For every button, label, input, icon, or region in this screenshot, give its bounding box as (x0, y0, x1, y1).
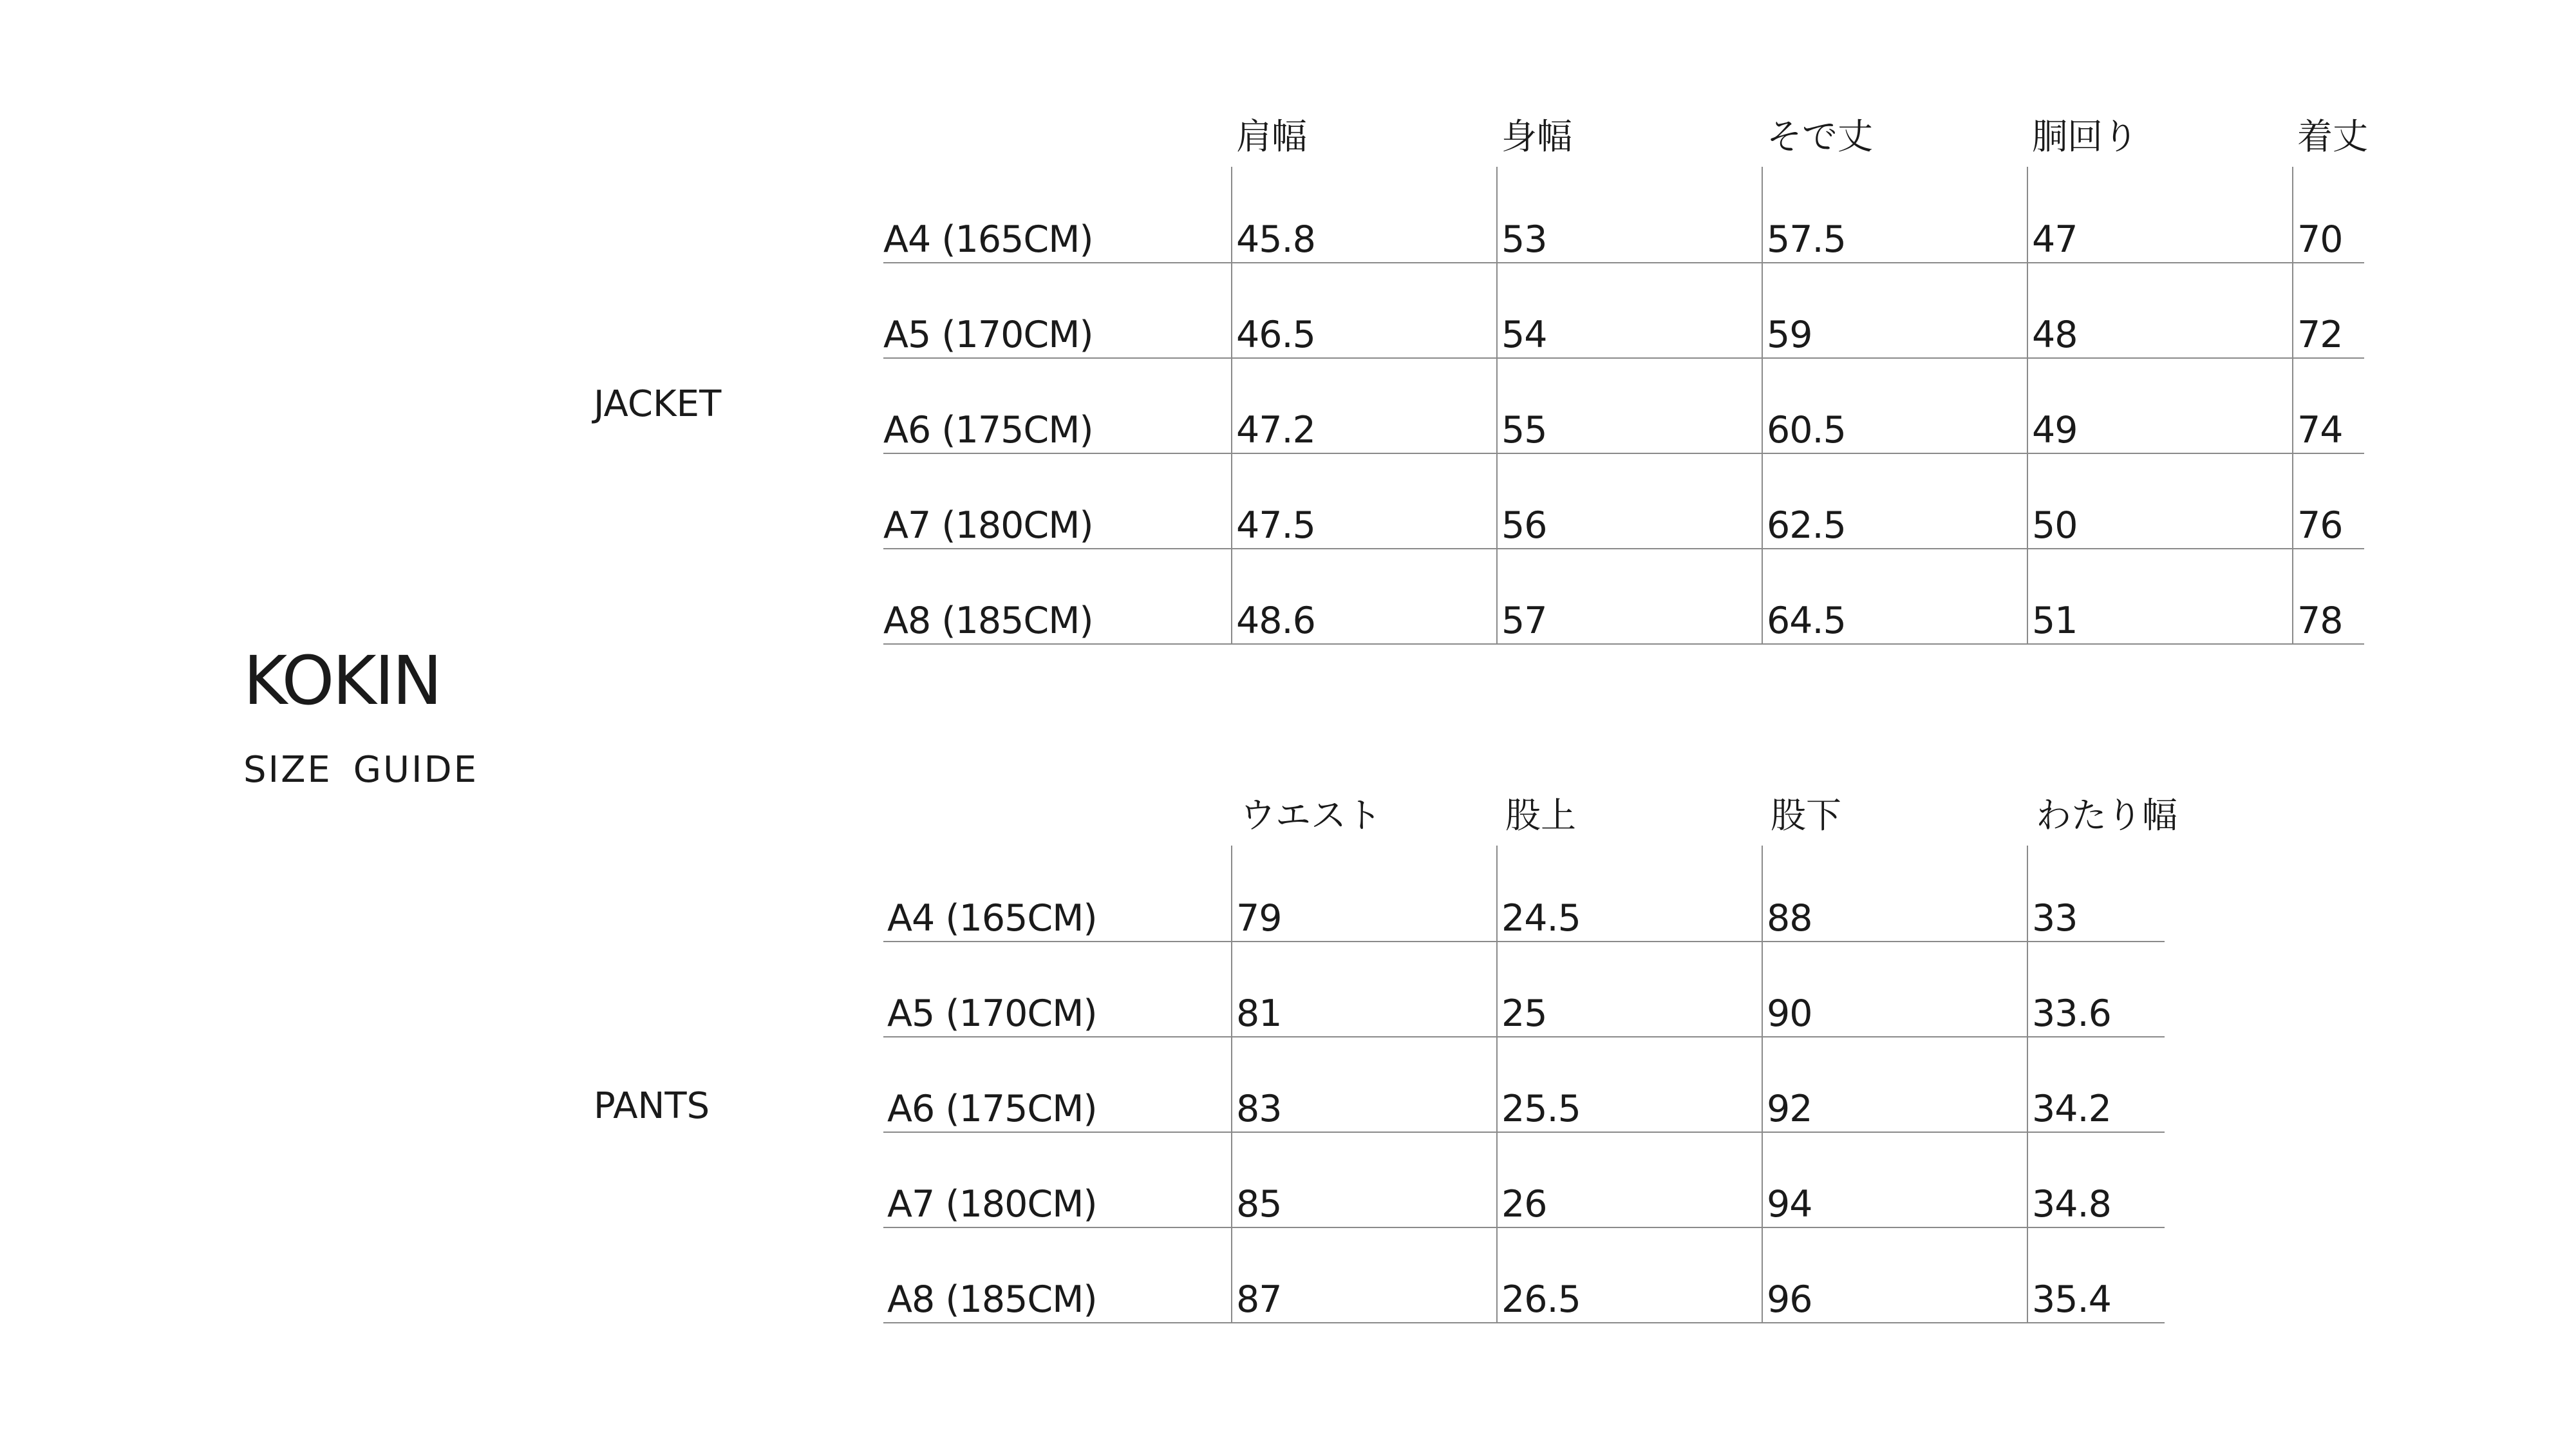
pants-section-label: PANTS (594, 1085, 710, 1127)
table-cell: 70 (2297, 218, 2343, 261)
table-cell: 96 (1767, 1278, 1812, 1321)
table-row (883, 167, 2364, 263)
table-row (883, 1132, 2165, 1228)
table-row (883, 1227, 2165, 1323)
table-cell: 83 (1236, 1088, 1282, 1130)
pants-header-thigh: わたり幅 (2036, 795, 2178, 836)
pants-header-inseam: 股下 (1771, 795, 1842, 836)
table-cell: 33 (2032, 897, 2078, 940)
pants-header-rise: 股上 (1505, 795, 1577, 836)
table-cell: 54 (1501, 314, 1547, 356)
size-label: A5 (170CM) (883, 314, 1093, 356)
size-label: A4 (165CM) (887, 897, 1097, 940)
jacket-section-label: JACKET (594, 383, 722, 425)
table-cell: 76 (2297, 504, 2343, 547)
table-cell: 50 (2032, 504, 2078, 547)
table-cell: 57 (1501, 600, 1547, 642)
table-cell: 47 (2032, 218, 2078, 261)
table-cell: 64.5 (1767, 600, 1846, 642)
size-label: A4 (165CM) (883, 218, 1093, 261)
table-cell: 92 (1767, 1088, 1812, 1130)
table-cell: 78 (2297, 600, 2343, 642)
table-cell: 53 (1501, 218, 1547, 261)
size-label: A6 (175CM) (883, 409, 1093, 451)
table-row (883, 357, 2364, 454)
page-subtitle: SIZE GUIDE (243, 749, 479, 791)
table-row (883, 1036, 2165, 1133)
table-cell: 85 (1236, 1183, 1282, 1226)
table-cell: 87 (1236, 1278, 1282, 1321)
table-cell: 25 (1501, 992, 1547, 1035)
table-row (883, 453, 2364, 549)
size-label: A8 (185CM) (883, 600, 1093, 642)
table-cell: 60.5 (1767, 409, 1846, 451)
table-cell: 26 (1501, 1183, 1547, 1226)
table-cell: 56 (1501, 504, 1547, 547)
pants-size-table (883, 679, 2178, 1323)
table-row (883, 548, 2364, 645)
table-cell: 47.2 (1236, 409, 1315, 451)
table-row (883, 941, 2165, 1037)
table-cell: 90 (1767, 992, 1812, 1035)
size-label: A6 (175CM) (887, 1088, 1097, 1130)
jacket-header-body-width: 身幅 (1501, 116, 1573, 157)
table-row (883, 846, 2165, 942)
size-label: A7 (180CM) (887, 1183, 1097, 1226)
size-label: A8 (185CM) (887, 1278, 1097, 1321)
table-cell: 26.5 (1501, 1278, 1581, 1321)
table-cell: 45.8 (1236, 218, 1315, 261)
jacket-header-shoulder: 肩幅 (1236, 116, 1308, 157)
table-cell: 47.5 (1236, 504, 1315, 547)
table-cell: 81 (1236, 992, 1282, 1035)
table-cell: 49 (2032, 409, 2078, 451)
size-label: A7 (180CM) (883, 504, 1093, 547)
table-cell: 35.4 (2032, 1278, 2111, 1321)
jacket-header-sleeve-length: そで丈 (1767, 116, 1874, 157)
jacket-size-table (883, 0, 2369, 644)
table-cell: 74 (2297, 409, 2343, 451)
table-cell: 57.5 (1767, 218, 1846, 261)
table-cell: 62.5 (1767, 504, 1846, 547)
table-cell: 88 (1767, 897, 1812, 940)
table-cell: 79 (1236, 897, 1282, 940)
jacket-header-length: 着丈 (2297, 116, 2369, 157)
table-row (883, 262, 2364, 359)
table-cell: 34.8 (2032, 1183, 2111, 1226)
table-cell: 59 (1767, 314, 1812, 356)
table-cell: 33.6 (2032, 992, 2111, 1035)
table-cell: 46.5 (1236, 314, 1315, 356)
table-cell: 25.5 (1501, 1088, 1581, 1130)
table-cell: 24.5 (1501, 897, 1581, 940)
table-cell: 55 (1501, 409, 1547, 451)
table-cell: 48 (2032, 314, 2078, 356)
table-cell: 72 (2297, 314, 2343, 356)
table-cell: 94 (1767, 1183, 1812, 1226)
pants-header-waist: ウエスト (1240, 795, 1382, 836)
jacket-header-waist: 胴回り (2032, 116, 2139, 157)
table-cell: 51 (2032, 600, 2078, 642)
table-cell: 34.2 (2032, 1088, 2111, 1130)
table-cell: 48.6 (1236, 600, 1315, 642)
brand-logo: KOKIN (243, 641, 441, 720)
size-label: A5 (170CM) (887, 992, 1097, 1035)
